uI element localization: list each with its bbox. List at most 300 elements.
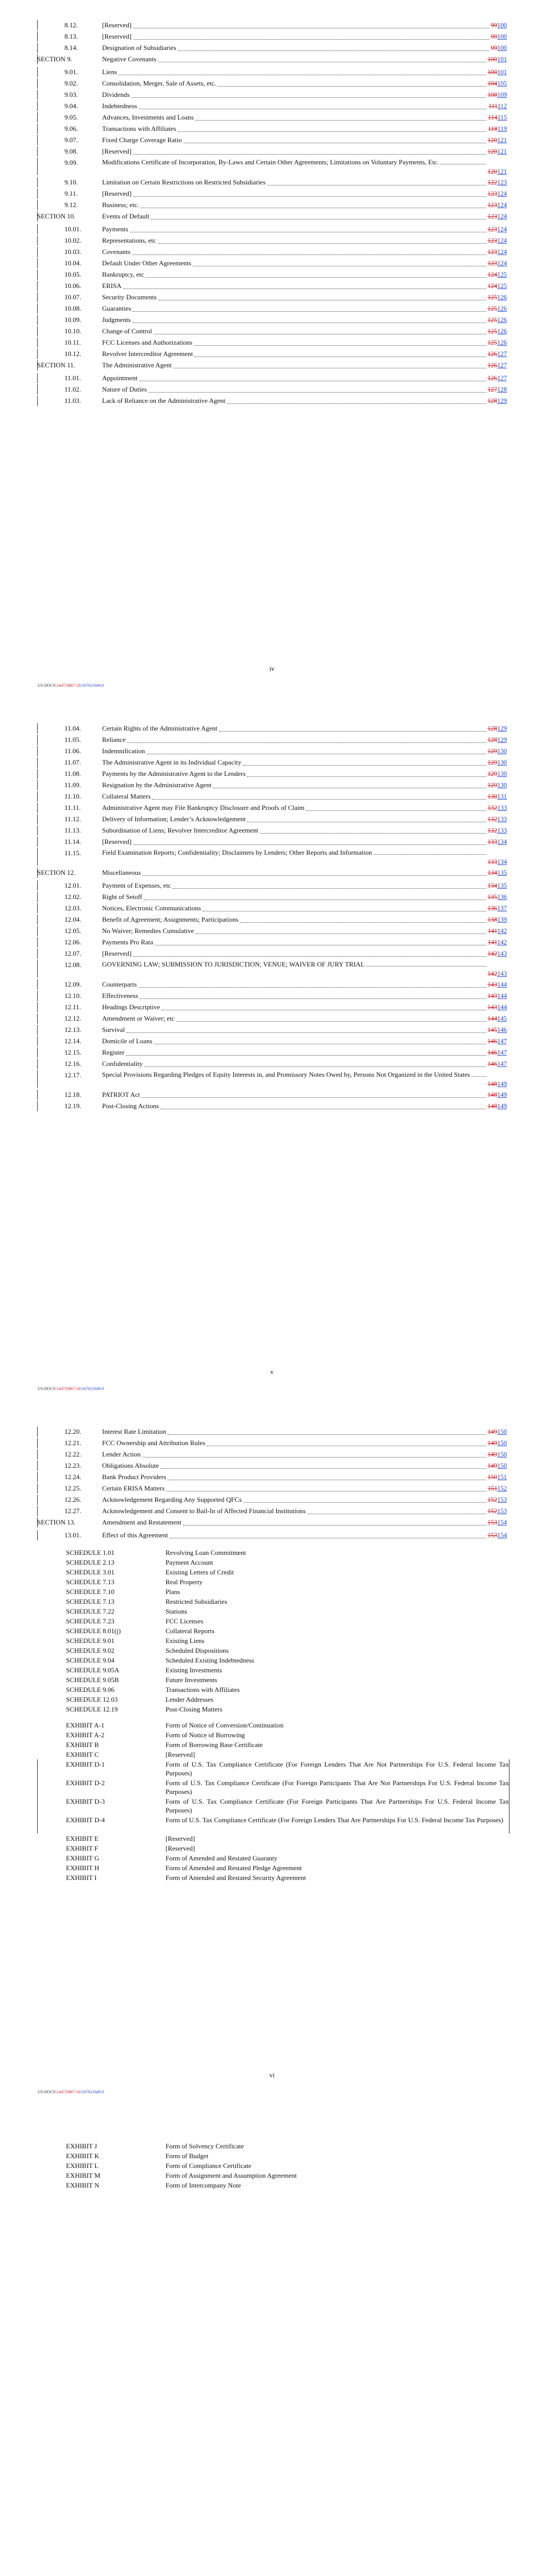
page-ref[interactable] (488, 734, 507, 745)
entry-title[interactable]: Collateral Matters (102, 792, 151, 800)
page-ref[interactable] (488, 814, 507, 825)
toc-entry[interactable] (0, 1449, 544, 1460)
page-ref[interactable] (488, 100, 507, 112)
page-ref[interactable] (488, 360, 507, 371)
exhibit-entry[interactable] (0, 1872, 544, 1883)
entry-title[interactable]: [Reserved] (102, 950, 132, 957)
toc-entry[interactable] (0, 199, 544, 211)
page-ref[interactable] (488, 177, 507, 188)
toc-entry[interactable] (0, 891, 544, 903)
schedule-title[interactable]: Scheduled Dispositions (166, 1647, 229, 1654)
toc-entry[interactable] (0, 372, 544, 384)
toc-entry[interactable] (0, 100, 544, 112)
schedule-entry[interactable] (0, 1655, 544, 1666)
page-ref[interactable] (488, 802, 507, 814)
schedule-title[interactable]: Real Property (166, 1578, 203, 1586)
page-ref[interactable] (488, 914, 507, 925)
page-ref[interactable] (488, 757, 507, 768)
entry-title[interactable]: Obligations Absolute (102, 1462, 159, 1469)
page-ref[interactable] (488, 78, 507, 89)
entry-title[interactable]: Guaranties (102, 304, 131, 312)
toc-entry[interactable] (0, 211, 544, 222)
page-ref[interactable] (488, 1036, 507, 1047)
exhibit-title[interactable]: Form of Intercompany Note (166, 2181, 241, 2189)
toc-entry[interactable] (0, 42, 544, 54)
page-ref[interactable] (488, 1494, 507, 1505)
exhibit-entry[interactable] (0, 1833, 544, 1844)
entry-title[interactable]: Certain ERISA Matters (102, 1484, 165, 1492)
page-ref[interactable] (488, 1426, 507, 1437)
entry-title[interactable]: Acknowledgement and Consent to Bail-In of Affected Financial Institutions (102, 1507, 306, 1515)
entry-title[interactable]: Survival (102, 1026, 125, 1033)
toc-entry[interactable] (0, 925, 544, 937)
toc-entry[interactable] (0, 825, 544, 836)
page-ref[interactable] (488, 937, 507, 948)
toc-entry[interactable] (0, 78, 544, 89)
exhibit-title[interactable]: Form of Solvency Certificate (166, 2142, 244, 2150)
entry-title[interactable]: Modifications Certificate of Incorporation, By-Laws and Certain Other Agreements; Limitations on Voluntary Payments, Etc. (102, 159, 439, 166)
page-ref[interactable] (488, 66, 507, 78)
entry-title[interactable]: Appointment (102, 374, 138, 382)
schedule-title[interactable]: Revolving Loan Commitment (166, 1549, 246, 1556)
exhibit-entry[interactable] (0, 1853, 544, 1863)
page-ref[interactable] (491, 31, 507, 42)
schedule-entry[interactable] (0, 1586, 544, 1597)
page-ref[interactable] (488, 235, 507, 246)
entry-title[interactable]: Change of Control (102, 327, 152, 335)
page-ref[interactable] (488, 246, 507, 258)
exhibit-entry[interactable] (0, 2170, 544, 2181)
toc-entry[interactable] (0, 54, 544, 65)
page-ref[interactable] (488, 372, 507, 384)
page-ref[interactable] (488, 948, 507, 959)
page-ref[interactable] (488, 123, 507, 134)
exhibit-title[interactable]: Form of Compliance Certificate (166, 2162, 252, 2170)
exhibit-entry[interactable] (0, 1749, 544, 1760)
page-ref[interactable] (488, 880, 507, 891)
exhibit-entry[interactable] (0, 1777, 544, 1798)
page-ref[interactable] (488, 269, 507, 280)
schedule-title[interactable]: Payment Account (166, 1558, 213, 1566)
toc-entry[interactable] (0, 723, 544, 734)
exhibit-title[interactable]: Form of U.S. Tax Compliance Certificate (For Foreign Lenders That Are Partnerships For U.S. Federal Income Tax Purposes) (166, 1816, 503, 1824)
entry-title[interactable]: Subordination of Liens; Revolver Intercreditor Agreement (102, 826, 258, 834)
toc-entry[interactable] (0, 948, 544, 959)
page-ref[interactable] (488, 1078, 507, 1090)
entry-title[interactable]: ERISA (102, 282, 122, 290)
exhibit-entry[interactable] (0, 1720, 544, 1731)
schedule-entry[interactable] (0, 1625, 544, 1636)
toc-entry[interactable] (0, 235, 544, 246)
page-ref[interactable] (488, 925, 507, 937)
entry-title[interactable]: Interest Rate Limitation (102, 1428, 167, 1435)
exhibit-entry[interactable] (0, 1796, 544, 1817)
exhibit-title[interactable]: Form of U.S. Tax Compliance Certificate (For Foreign Lenders That Are Not Partnerships For U.S. Federal Income Tax Purposes) (166, 1760, 509, 1777)
entry-title[interactable]: Confidentiality (102, 1060, 143, 1067)
page-ref[interactable] (488, 856, 507, 868)
toc-entry[interactable] (0, 1070, 544, 1088)
page-ref[interactable] (488, 303, 507, 314)
exhibit-title[interactable]: Form of U.S. Tax Compliance Certificate (For Foreign Participants That Are Partnerships For U.S. Federal Income Tax Purposes) (166, 1798, 509, 1814)
page-ref[interactable] (488, 1100, 507, 1112)
entry-title[interactable]: Special Provisions Regarding Pledges of Equity Interests in, and Promissory Notes Owed by, Persons Not Organized in the United States (102, 1071, 470, 1078)
entry-title[interactable]: Lender Action (102, 1450, 141, 1458)
entry-title[interactable]: FCC Licenses and Authorizations (102, 338, 193, 346)
exhibit-entry[interactable] (0, 2180, 544, 2191)
toc-entry[interactable] (0, 258, 544, 269)
page-ref[interactable] (488, 1002, 507, 1013)
entry-title[interactable]: [Reserved] (102, 147, 132, 155)
toc-entry[interactable] (0, 814, 544, 825)
toc-entry[interactable] (0, 903, 544, 914)
schedule-entry[interactable] (0, 1665, 544, 1675)
exhibit-title[interactable]: Form of Amended and Restated Guaranty (166, 1854, 277, 1862)
entry-title[interactable]: Amendment or Waiver; etc (102, 1014, 175, 1022)
toc-entry[interactable] (0, 779, 544, 791)
toc-entry[interactable] (0, 836, 544, 848)
exhibit-entry[interactable] (0, 2141, 544, 2151)
exhibit-title[interactable]: Form of Assignment and Assumption Agreement (166, 2172, 297, 2179)
toc-entry[interactable] (0, 1530, 544, 1541)
page-ref[interactable] (488, 1460, 507, 1471)
entry-title[interactable]: Delivery of Information; Lender’s Acknowledgement (102, 815, 246, 823)
page-ref[interactable] (488, 199, 507, 211)
page-ref[interactable] (488, 224, 507, 235)
entry-title[interactable]: Business; etc. (102, 201, 139, 209)
entry-title[interactable]: Consolidation, Merger, Sale of Assets, etc. (102, 79, 217, 87)
toc-entry[interactable] (0, 269, 544, 280)
page-ref[interactable] (488, 791, 507, 802)
entry-title[interactable]: Bank Product Providers (102, 1473, 167, 1481)
entry-title[interactable]: Benefit of Agreement; Assignments; Participations (102, 916, 239, 923)
entry-title[interactable]: Limitation on Certain Restrictions on Restricted Subsidiaries (102, 178, 266, 186)
page-ref[interactable] (488, 836, 507, 848)
toc-entry[interactable] (0, 1494, 544, 1505)
toc-entry[interactable] (0, 734, 544, 745)
exhibit-entry[interactable] (0, 1843, 544, 1854)
entry-title[interactable]: Reliance (102, 736, 126, 743)
entry-title[interactable]: Dividends (102, 91, 130, 98)
entry-title[interactable]: Payments (102, 225, 128, 233)
entry-title[interactable]: Lack of Reliance on the Administrative Agent (102, 397, 225, 404)
toc-entry[interactable] (0, 146, 544, 157)
exhibit-title[interactable]: [Reserved] (166, 1844, 195, 1852)
exhibit-title[interactable]: Form of Notice of Conversion/Continuation (166, 1721, 284, 1729)
entry-title[interactable]: [Reserved] (102, 838, 132, 845)
entry-title[interactable]: Payment of Expenses, etc (102, 882, 171, 889)
inserted-page-number: 126 (497, 305, 507, 312)
entry-title[interactable]: Payments by the Administrative Agent to the Lenders (102, 770, 246, 777)
entry-title[interactable]: GOVERNING LAW; SUBMISSION TO JURISDICTION; VENUE; WAIVER OF JURY TRIAL (102, 961, 365, 968)
entry-title[interactable]: Covenants (102, 248, 130, 256)
entry-title[interactable]: Nature of Duties (102, 385, 147, 393)
entry-title[interactable]: Acknowledgement Regarding Any Supported QFCs (102, 1496, 242, 1503)
schedule-entry[interactable] (0, 1547, 544, 1558)
page-ref[interactable] (488, 1530, 507, 1541)
schedule-title[interactable]: Restricted Subsidiaries (166, 1598, 227, 1605)
schedule-title[interactable]: Existing Letters of Credit (166, 1568, 234, 1576)
page-ref[interactable] (488, 188, 507, 199)
entry-title[interactable]: Payments Pro Rata (102, 938, 153, 946)
toc-entry[interactable] (0, 1002, 544, 1013)
schedule-entry[interactable] (0, 1674, 544, 1685)
page-ref[interactable] (488, 723, 507, 734)
entry-title[interactable]: Fixed Charge Coverage Ratio (102, 136, 182, 144)
page-ref[interactable] (488, 968, 507, 979)
deleted-page-number: 125 (487, 339, 498, 346)
toc-entry[interactable] (0, 1047, 544, 1058)
entry-title[interactable]: Liens (102, 68, 117, 76)
page-ref[interactable] (488, 146, 507, 157)
entry-title[interactable]: FCC Ownership and Attribution Rules (102, 1439, 206, 1447)
page-ref[interactable] (488, 745, 507, 757)
entry-title[interactable]: Judgments (102, 316, 131, 324)
entry-title[interactable]: The Administrative Agent (102, 361, 172, 369)
schedule-entry[interactable] (0, 1645, 544, 1656)
toc-entry[interactable] (0, 123, 544, 134)
schedule-entry[interactable] (0, 1635, 544, 1646)
entry-title[interactable]: Transactions with Affiliates (102, 125, 176, 132)
page-ref[interactable] (488, 1517, 507, 1528)
toc-entry[interactable] (0, 314, 544, 326)
schedule-title[interactable]: Lender Addresses (166, 1696, 213, 1703)
page-ref[interactable] (488, 258, 507, 269)
entry-title[interactable]: Designation of Subsidiaries (102, 44, 176, 52)
page-ref[interactable] (488, 779, 507, 791)
entry-title[interactable]: Default Under Other Agreements (102, 259, 191, 267)
schedule-entry[interactable] (0, 1616, 544, 1626)
exhibit-entry[interactable] (0, 2160, 544, 2171)
deleted-page-number: 123 (487, 237, 498, 244)
toc-entry[interactable] (0, 89, 544, 100)
page-ref[interactable] (488, 1047, 507, 1058)
page-ref[interactable] (488, 1089, 507, 1100)
toc-entry[interactable] (0, 224, 544, 235)
toc-entry[interactable] (0, 1036, 544, 1047)
toc-entry[interactable] (0, 880, 544, 891)
entry-title[interactable]: Representations, etc (102, 236, 156, 244)
toc-entry[interactable] (0, 1426, 544, 1437)
entry-title[interactable]: [Reserved] (102, 32, 132, 40)
entry-title[interactable]: No Waiver; Remedies Cumulative (102, 927, 194, 935)
page-ref[interactable] (488, 979, 507, 990)
page-ref[interactable] (488, 384, 507, 395)
page-ref[interactable] (488, 768, 507, 779)
entry-title[interactable]: Revolver Intercreditor Agreement (102, 350, 193, 358)
toc-entry[interactable] (0, 768, 544, 779)
entry-title[interactable]: Notices, Electronic Communications (102, 904, 201, 912)
entry-title[interactable]: Headings Descriptive (102, 1003, 160, 1011)
entry-title[interactable]: [Reserved] (102, 190, 132, 197)
entry-title[interactable]: Field Examination Reports; Confidentiality; Disclaimers by Lenders; Other Reports and Information (102, 849, 372, 856)
page-ref[interactable] (488, 54, 507, 65)
toc-entry[interactable] (0, 1024, 544, 1036)
toc-entry[interactable] (0, 1483, 544, 1494)
exhibit-title[interactable]: Form of Amended and Restated Pledge Agreement (166, 1864, 302, 1872)
toc-entry[interactable] (0, 937, 544, 948)
page-ref[interactable] (488, 1437, 507, 1449)
page-ref[interactable] (488, 89, 507, 100)
toc-entry[interactable] (0, 1013, 544, 1024)
page-ref[interactable] (488, 1471, 507, 1483)
toc-entry[interactable] (0, 188, 544, 199)
page-ref[interactable] (488, 134, 507, 146)
toc-entry[interactable] (0, 1505, 544, 1517)
page-ref[interactable] (488, 395, 507, 406)
page-ref[interactable] (488, 1058, 507, 1070)
toc-entry[interactable] (0, 1517, 544, 1528)
entry-title[interactable]: Domicile of Loans (102, 1037, 153, 1045)
schedule-title[interactable]: Plans (166, 1588, 180, 1596)
exhibit-entry[interactable] (0, 1759, 544, 1780)
page-ref[interactable] (488, 1483, 507, 1494)
entry-title[interactable]: Amendment and Restatement (102, 1518, 182, 1526)
schedule-entry[interactable] (0, 1704, 544, 1715)
schedule-entry[interactable] (0, 1577, 544, 1587)
toc-entry[interactable] (0, 303, 544, 314)
exhibit-title[interactable]: Form of U.S. Tax Compliance Certificate (For Foreign Participants That Are Not Partnerships For U.S. Federal Income Tax Purposes) (166, 1779, 509, 1795)
toc-entry[interactable] (0, 292, 544, 303)
entry-title[interactable]: Administrative Agent may File Bankruptcy Disclosure and Proofs of Claim (102, 804, 305, 811)
toc-entry[interactable] (0, 745, 544, 757)
toc-entry[interactable] (0, 384, 544, 395)
page-ref[interactable] (488, 1505, 507, 1517)
entry-title[interactable]: Events of Default (102, 212, 150, 220)
page-ref[interactable] (488, 292, 507, 303)
toc-entry[interactable] (0, 112, 544, 123)
schedule-title[interactable]: Transactions with Affiliates (166, 1686, 240, 1693)
exhibit-title[interactable]: Form of Borrowing Base Certificate (166, 1741, 263, 1749)
toc-entry[interactable] (0, 1058, 544, 1070)
schedule-title[interactable]: Stations (166, 1607, 187, 1615)
page-ref[interactable] (488, 112, 507, 123)
toc-entry[interactable] (0, 1437, 544, 1449)
entry-title[interactable]: Register (102, 1048, 125, 1056)
schedule-title[interactable]: Existing Investments (166, 1666, 222, 1674)
page-ref[interactable] (488, 891, 507, 903)
toc-entry[interactable] (0, 337, 544, 348)
entry-title[interactable]: [Reserved] (102, 21, 132, 29)
toc-entry[interactable] (0, 914, 544, 925)
page-ref[interactable] (488, 990, 507, 1002)
toc-entry[interactable] (0, 31, 544, 42)
toc-entry[interactable] (0, 791, 544, 802)
schedule-entry[interactable] (0, 1567, 544, 1578)
schedule-title[interactable]: Existing Liens (166, 1637, 205, 1645)
toc-entry[interactable] (0, 1100, 544, 1112)
entry-title[interactable]: Effect of this Agreement (102, 1531, 168, 1539)
page-ref[interactable] (491, 42, 507, 54)
schedule-entry[interactable] (0, 1557, 544, 1568)
exhibit-entry[interactable] (0, 1815, 544, 1835)
toc-entry[interactable] (0, 66, 544, 78)
toc-entry[interactable] (0, 157, 544, 176)
deleted-page-number: 148 (487, 1103, 498, 1110)
revision-bar (37, 1530, 38, 1540)
exhibit-title[interactable]: Form of Amended and Restated Security Agreement (166, 1874, 306, 1882)
entry-title[interactable]: The Administrative Agent in its Individual Capacity (102, 758, 242, 766)
toc-entry[interactable] (0, 395, 544, 406)
page-ref[interactable] (491, 20, 507, 31)
toc-entry[interactable] (0, 20, 544, 31)
page-ref[interactable] (488, 1449, 507, 1460)
toc-entry[interactable] (0, 348, 544, 360)
toc-entry[interactable] (0, 326, 544, 337)
toc-entry[interactable] (0, 246, 544, 258)
exhibit-title[interactable]: Form of Notice of Borrowing (166, 1731, 245, 1739)
schedule-title[interactable]: Post-Closing Matters (166, 1705, 223, 1713)
page-ref[interactable] (488, 348, 507, 360)
entry-title[interactable]: Effectiveness (102, 992, 138, 999)
entry-title[interactable]: Negative Covenants (102, 55, 157, 63)
toc-entry[interactable] (0, 959, 544, 978)
exhibit-entry[interactable] (0, 1739, 544, 1750)
toc-entry[interactable] (0, 177, 544, 188)
exhibit-title[interactable]: Form of Budget (166, 2152, 209, 2160)
page-ref[interactable] (488, 280, 507, 292)
toc-entry[interactable] (0, 280, 544, 292)
entry-title[interactable]: Bankruptcy, etc (102, 270, 144, 278)
entry-title[interactable]: Indemnification (102, 747, 145, 755)
schedule-title[interactable]: FCC Licenses (166, 1617, 204, 1625)
page-ref[interactable] (488, 314, 507, 326)
toc-entry[interactable] (0, 990, 544, 1002)
schedule-title[interactable]: Scheduled Existing Indebtedness (166, 1656, 254, 1664)
page-ref[interactable] (488, 337, 507, 348)
page-ref[interactable] (488, 903, 507, 914)
entry-title[interactable]: Counterparts (102, 980, 137, 988)
entry-title[interactable]: Resignation by the Administrative Agent (102, 781, 212, 789)
entry-title[interactable]: Advances, Investments and Loans (102, 113, 194, 121)
toc-entry[interactable] (0, 867, 544, 878)
exhibit-entry[interactable] (0, 2150, 544, 2161)
toc-entry[interactable] (0, 360, 544, 371)
toc-entry[interactable] (0, 979, 544, 990)
exhibit-title[interactable]: [Reserved] (166, 1751, 195, 1758)
page-ref[interactable] (488, 166, 507, 177)
entry-title[interactable]: Right of Setoff (102, 893, 142, 901)
schedule-entry[interactable] (0, 1606, 544, 1617)
exhibit-entry[interactable] (0, 1862, 544, 1873)
exhibit-entry[interactable] (0, 1730, 544, 1740)
page-ref[interactable] (488, 326, 507, 337)
entry-title[interactable]: Certain Rights of the Administrative Agent (102, 724, 218, 732)
entry-title[interactable]: Security Documents (102, 293, 157, 301)
schedule-title[interactable]: Future Investments (166, 1676, 218, 1684)
page-ref[interactable] (488, 211, 507, 222)
toc-entry[interactable] (0, 1460, 544, 1471)
page-ref[interactable] (488, 867, 507, 878)
entry-title[interactable]: Indebtedness (102, 102, 137, 110)
toc-entry[interactable] (0, 1089, 544, 1100)
schedule-entry[interactable] (0, 1684, 544, 1695)
toc-entry[interactable] (0, 134, 544, 146)
entry-title[interactable]: Miscellaneous (102, 869, 141, 876)
toc-entry[interactable] (0, 802, 544, 814)
entry-title[interactable]: Post-Closing Actions (102, 1102, 159, 1110)
page-ref[interactable] (488, 1024, 507, 1036)
schedule-entry[interactable] (0, 1694, 544, 1705)
exhibit-title[interactable]: [Reserved] (166, 1835, 195, 1842)
entry-title[interactable]: PATRIOT Act (102, 1091, 140, 1098)
schedule-entry[interactable] (0, 1596, 544, 1607)
schedule-title[interactable]: Collateral Reports (166, 1627, 215, 1635)
toc-entry[interactable] (0, 848, 544, 866)
toc-entry[interactable] (0, 757, 544, 768)
page-ref[interactable] (488, 1013, 507, 1024)
page-ref[interactable] (488, 825, 507, 836)
toc-entry[interactable] (0, 1471, 544, 1483)
